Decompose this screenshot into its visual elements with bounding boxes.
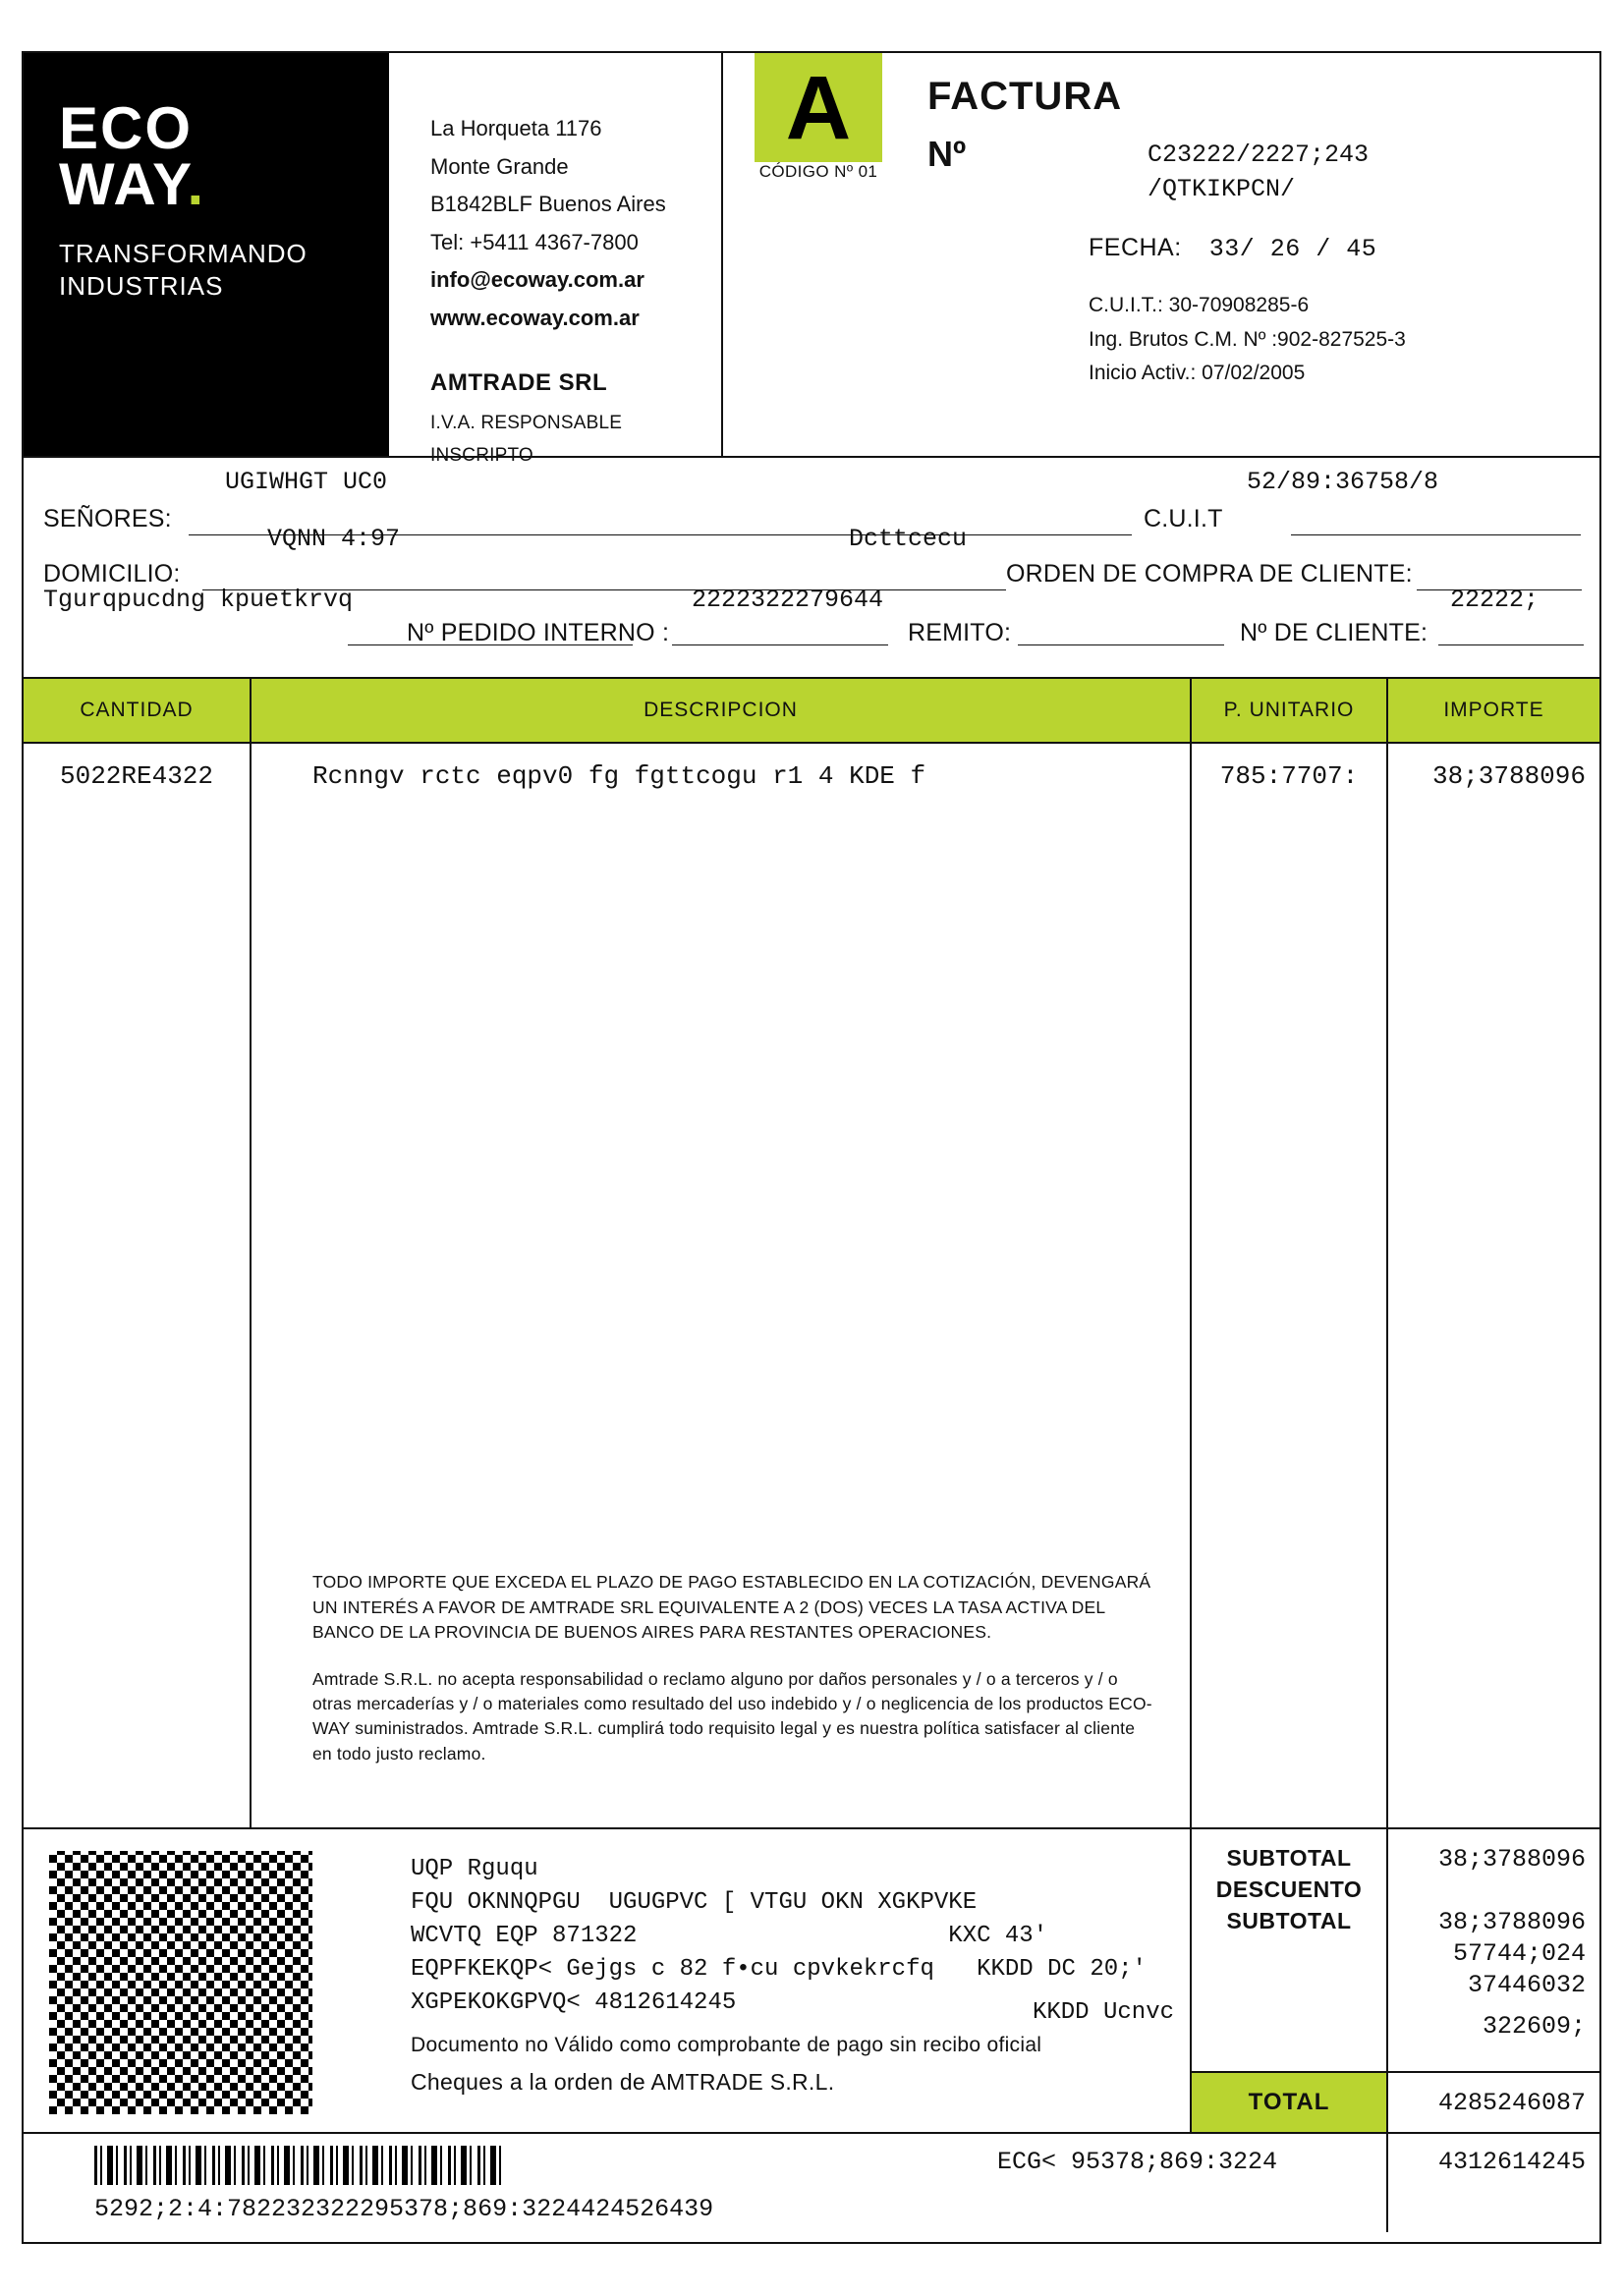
customer-cuit-value: 52/89:36758/8 — [1247, 468, 1439, 496]
invoice-meta — [723, 53, 1599, 456]
label-subtotal: SUBTOTAL — [1226, 1845, 1352, 1871]
qr-code-cell — [24, 1829, 385, 2132]
customer-address-value: VQNN 4:97 — [267, 525, 401, 553]
barcode-cell — [24, 2134, 888, 2232]
logo-dot-icon: . — [187, 151, 206, 217]
seller-address-line3: B1842BLF Buenos Aires — [430, 192, 666, 216]
remito-value: 2222322279644 — [692, 586, 884, 614]
value-total: 4285246087 — [1388, 2071, 1599, 2132]
item-descripcion: Rcnngv rctc eqpv0 fg fgttcogu r1 4 KDE f — [312, 761, 926, 791]
item-cantidad: 5022RE4322 — [59, 761, 214, 791]
footer-not-valid-note: Documento no Válido como comprobante de pago sin recibo oficial — [411, 2034, 1042, 2057]
item-importe: 38;3788096 — [1431, 761, 1586, 791]
footer-note-line2: FQU OKNNQPGU UGUGPVC [ VTGU OKN XGKPVKE — [411, 1889, 978, 1917]
seller-tax-info — [1089, 289, 1406, 391]
customer-name-label: SEÑORES: — [43, 505, 172, 532]
invoice-header — [24, 53, 1599, 467]
invoice-letter: A — [755, 53, 882, 162]
customer-cuit-rule — [1291, 534, 1581, 535]
document-number-line1: C23222/2227;243 — [1148, 140, 1370, 169]
customer-block — [24, 458, 1599, 679]
column-header-cantidad: CANTIDAD — [24, 679, 252, 742]
seller-details — [389, 53, 723, 467]
footer-cheques-note: Cheques a la orden de AMTRADE S.R.L. — [411, 2069, 835, 2096]
seller-email[interactable]: info@ecoway.com.ar — [430, 267, 644, 292]
invoice-footer — [24, 1829, 1599, 2134]
remito-label: REMITO: — [908, 619, 1012, 646]
items-table-body — [24, 744, 1599, 1829]
footer-note-line5: XGPEKOKGPVQ< 4812614245 — [411, 1989, 737, 2017]
document-number-label: Nº — [927, 134, 967, 174]
customer-locality-value: Dcttcecu — [849, 525, 968, 553]
legal-paragraph-2: Amtrade S.R.L. no acepta responsabilidad o reclamo alguno por daños personales y / o a terceros y / o otras mercaderías y / o materiales como resultado del uso indebido y / o neglicencia de los productos ECO-WAY suministrados. Amtrade S.R.L. cumplirá todo requisito legal y es nuestra política satisfacer al cliente en todo justo reclamo. — [312, 1668, 1152, 1764]
document-number-value — [1148, 138, 1369, 206]
value-iibb: 37446032 — [1467, 1971, 1586, 1999]
footer-notes — [385, 1829, 1192, 2132]
value-subtotal: 38;3788096 — [1437, 1845, 1586, 1874]
invoice-document — [22, 51, 1601, 2244]
legal-notes — [312, 1570, 1157, 1788]
table-row-unitario-cell — [1192, 744, 1388, 1827]
column-header-importe: IMPORTE — [1443, 699, 1544, 721]
invoice-bottom-bar — [24, 2134, 1599, 2232]
document-title: FACTURA — [927, 75, 1123, 118]
seller-iva-condition: I.V.A. RESPONSABLE INSCRIPTO — [430, 413, 623, 467]
purchase-order-label: ORDEN DE COMPRA DE CLIENTE: — [1006, 560, 1413, 588]
logo-tagline-line1: TRANSFORMANDO — [59, 239, 308, 268]
document-number-line2: /QTKIKPCN/ — [1148, 175, 1296, 203]
internal-order-label: Nº PEDIDO INTERNO : — [407, 619, 670, 646]
remito-rule — [672, 644, 888, 645]
seller-company-name: AMTRADE SRL — [430, 369, 608, 396]
footer-note-line6: KKDD Ucnvc — [1032, 1999, 1174, 2026]
totals-values — [1388, 1829, 1599, 2132]
items-table-header — [24, 679, 1599, 744]
table-row-cantidad-cell — [24, 744, 252, 1827]
internal-order-value: Tgurqpucdng kpuetkrvq — [43, 586, 354, 614]
seller-ingresos-brutos: Ing. Brutos C.M. Nº :902-827525-3 — [1089, 327, 1406, 351]
customer-cuit-label: C.U.I.T — [1144, 505, 1223, 532]
internal-order-rule — [348, 644, 633, 645]
item-p-unitario: 785:7707: — [1219, 761, 1359, 791]
column-header-descripcion: DESCRIPCION — [252, 679, 1192, 742]
totals-labels — [1192, 1829, 1388, 2132]
label-total: TOTAL — [1192, 2071, 1386, 2132]
customer-name-value: UGIWHGT UC0 — [225, 468, 388, 496]
logo-text-way: WAY. — [59, 151, 206, 217]
value-subtotal-2: 38;3788096 — [1437, 1908, 1586, 1936]
legal-paragraph-1: TODO IMPORTE QUE EXCEDA EL PLAZO DE PAGO ESTABLECIDO EN LA COTIZACIÓN, DEVENGARÁ UN INTERÉS A FAVOR DE AMTRADE SRL EQUIVALENTE A 2 (DOS) VECES LA TASA ACTIVA DEL BANCO DE LA PROVINCIA DE BUENOS AIRES PARA RESTANTES OPERACIONES. — [312, 1572, 1151, 1643]
seller-website[interactable]: www.ecoway.com.ar — [430, 305, 640, 330]
customer-number-value: 22222; — [1450, 586, 1540, 614]
barcode-number: 5292;2:4:782232322295378;869:3224424526439 — [94, 2195, 714, 2223]
seller-inicio-actividades: Inicio Activ.: 07/02/2005 — [1089, 362, 1306, 385]
table-row-descripcion-cell — [252, 744, 1192, 1827]
label-descuento: DESCUENTO — [1215, 1876, 1363, 1902]
qr-code-icon — [49, 1851, 312, 2114]
value-other-tax: 322609; — [1482, 2012, 1586, 2041]
cae-value: 4312614245 — [1437, 2148, 1586, 2176]
logo-tagline — [59, 238, 354, 302]
cae-label: ECG< 95378;869:3224 — [888, 2134, 1388, 2232]
seller-address-line2: Monte Grande — [430, 153, 569, 179]
company-logo — [24, 53, 389, 456]
invoice-code-caption: CÓDIGO Nº 01 — [758, 161, 878, 181]
remito-rule2 — [1018, 644, 1224, 645]
document-date-value: 33/ 26 / 45 — [1208, 235, 1377, 263]
seller-address-line1: La Horqueta 1176 — [430, 116, 602, 140]
footer-note-line1: UQP Rguqu — [411, 1856, 538, 1882]
customer-address-label: DOMICILIO: — [43, 560, 181, 588]
column-header-p-unitario: P. UNITARIO — [1192, 679, 1388, 742]
seller-phone: Tel: +5411 4367-7800 — [430, 229, 639, 254]
customer-number-rule — [1438, 644, 1584, 645]
footer-note-line3: WCVTQ EQP 871322 KXC 43' — [411, 1923, 1048, 1950]
footer-note-line4: EQPFKEKQP< Gejgs c 82 f•cu cpvkekrcfq KKDD DC 20;' — [411, 1956, 1147, 1984]
customer-number-label: Nº DE CLIENTE: — [1240, 619, 1428, 646]
document-date — [1089, 234, 1376, 263]
table-row-importe-cell — [1388, 744, 1599, 1827]
value-iva: 57744;024 — [1452, 1939, 1586, 1968]
document-date-label: FECHA: — [1089, 234, 1182, 261]
logo-text-eco: ECO — [59, 95, 194, 161]
invoice-type-code — [755, 53, 882, 182]
seller-cuit: C.U.I.T.: 30-70908285-6 — [1089, 294, 1310, 316]
label-subtotal-2: SUBTOTAL — [1226, 1908, 1352, 1933]
logo-tagline-line2: INDUSTRIAS — [59, 270, 224, 301]
barcode-icon — [94, 2146, 507, 2185]
